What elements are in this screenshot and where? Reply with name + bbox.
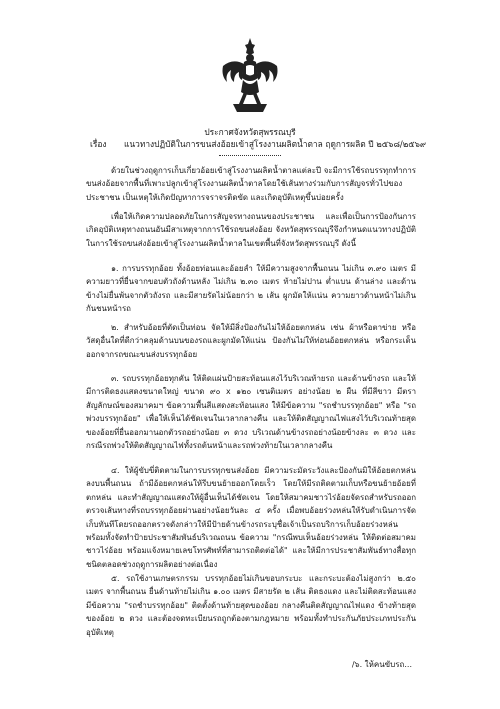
continuation-marker: /๖. ให้คนขับรถ... bbox=[351, 660, 412, 669]
paragraph-intro: ด้วยในช่วงฤดูการเก็บเกี่ยวอ้อยเข้าสู่โรงงานผลิตน้ำตาลแต่ละปี จะมีการใช้รถบรรทุกทำการขนส่งอ้อยจากพื้นที่เพาะปลูกเข้าสู่โรงงานผลิตน้ำตาลโดยใช้เส้นทางร่วมกับการสัญจรทั่วไปของประชาชน เป็นเหตุให้เกิดปัญหาการจราจรติดขัด และเกิดอุบัติเหตุขึ้นบ่อยครั้ง bbox=[86, 166, 416, 202]
issuer-title: ประกาศจังหวัดสุพรรณบุรี bbox=[204, 127, 296, 137]
subject-text: แนวทางปฏิบัติในการขนส่งอ้อยเข้าสู่โรงงานผลิตน้ำตาล ฤดูการผลิต ปี ๒๕๖๘/๒๕๖๙ bbox=[124, 139, 427, 149]
paragraph-purpose: เพื่อให้เกิดความปลอดภัยในการสัญจรทางถนนของประชาชน และเพื่อเป็นการป้องกันการเกิดอุบัติเหตุทางถนนอันมีสาเหตุจากการใช้รถขนส่งอ้อย จังหวัดสุพรรณบุรีจึงกำหนดแนวทางปฏิบัติในการใช้รถขนส่งอ้อยเข้าสู่โรงงานผลิตน้ำตาลในเขตพื้นที่จังหวัดสุพรรณบุรี ดังนี้ bbox=[86, 212, 416, 248]
paragraph-item-4: ๔. ให้ผู้ขับขี่ติดตามในการบรรทุกขนส่งอ้อย มีความระมัดระวังและป้องกันมิให้อ้อยตกหล่นลงบนพื้นถนน ถ้ามีอ้อยตกหล่นให้รีบขนย้ายออกโดยเร็ว โดยให้มีรถติดตามเก็บหรือขนย้ายอ้อยที่ตกหล่น และทำสัญญาณแสดงให้ผู้อื่นเห็นได้ชัดเจน โดยให้สมาคมชาวไร่อ้อยจัดรถสำหรับรถออกตรวจเส้นทางที่รถบรรทุกอ้อยผ่านอย่างน้อยวันละ ๔ ครั้ง เมื่อพบอ้อยร่วงหล่นให้รับดำเนินการจัดเก็บทันทีโดยรถออกตรวจดังกล่าวให้มีป้ายด้านข้างรถระบุชื่อเจ้าเป็นรถบริการเก็บอ้อยร่วงหล่น พร้อมทั้งจัดทำป้ายประชาสัมพันธ์บริเวณถนน ข้อความ "กรณีพบเห็นอ้อยร่วงหล่น ให้ติดต่อสมาคมชาวไร่อ้อย พร้อมแจ้งหมายเลขโทรศัพท์ที่สามารถติดต่อได้" และให้มีการประชาสัมพันธ์ทางสื่อทุกชนิดตลอดช่วงฤดูการผลิตอย่างต่อเนื่อง bbox=[86, 466, 416, 569]
garuda-emblem-icon bbox=[219, 36, 281, 116]
paragraph-item-2: ๒. สำหรับอ้อยที่ตัดเป็นท่อน จัดให้มีสิ่งป้องกันไม่ให้อ้อยตกหล่น เช่น ผ้าหรือตาข่าย หรือวัสดุอื่นใดที่ดีกว่าคลุมด้านบนของรถและผูกมัดให้แน่น ป้องกันไม่ให้ท่อนอ้อยตกหล่น หรือกระเด็นออกจากรถขณะขนส่งบรรทุกอ้อย bbox=[86, 323, 416, 359]
subject-line bbox=[90, 139, 426, 150]
paragraph-item-3: ๓. รถบรรทุกอ้อยทุกคัน ให้ติดแผ่นป้ายสะท้อนแสงไว้บริเวณท้ายรถ และด้านข้างรถ และให้มีการติดธงแสดงขนาดใหญ่ ขนาด ๙๐ x ๑๒๐ เซนติเมตร อย่างน้อย ๒ ผืน ที่มีสีขาว มีตราสัญลักษณ์ของสมาคมฯ ข้อความพื้นสีแสดงสะท้อนแสง ให้มีข้อความ "รถชำบรรทุกอ้อย" หรือ "รถพ่วงบรรทุกอ้อย" เพื่อให้เห็นได้ชัดเจนในเวลากลางคืน และให้ติดสัญญาณไฟแสงไว้บริเวณท้ายสุดของอ้อยที่ยื่นออกมานอกตัวรถอย่างน้อย ๓ ดวง บริเวณด้านข้างรถอย่างน้อยข้างละ ๓ ดวง และกรณีรถพ่วงให้ติดสัญญาณไฟทั้งรถต้นหน้าและรถพ่วงท้ายในเวลากลางคืน bbox=[86, 374, 416, 451]
subject-label: เรื่อง bbox=[90, 139, 107, 149]
separator-rule bbox=[219, 155, 281, 156]
paragraph-item-1: ๑. การบรรทุกอ้อย ทั้งอ้อยท่อนและอ้อยลำ ให้มีความสูงจากพื้นถนน ไม่เกิน ๓.๙๐ เมตร มีความยาวที่ยื่นจากขอบตัวถังด้านหลัง ไม่เกิน ๒.๓๐ เมตร ท้ายไม่ปาน ต่ำแบน ด้านล่าง และด้านข้างไม่ยื่นพ้นจากตัวถังรถ และมีสายรัดไม่น้อยกว่า ๒ เส้น ผูกมัดให้แน่น ความยาวด้านหน้าไม่เกินกันชนหน้ารถ bbox=[86, 264, 416, 314]
paragraph-item-5: ๕. รถใช้งานเกษตรกรรม บรรทุกอ้อยไม่เกินขอบกระบะ และกระบะต้องไม่สูงกว่า ๒.๕๐ เมตร จากพื้นถนน ยื่นด้านท้ายไม่เกิน ๑.๐๐ เมตร มีสายรัด ๒ เส้น ติดธงแดง และไม่ติดสะท้อนแสง มีข้อความ "รถชำบรรทุกอ้อย" ติดตั้งด้านท้ายสุดของอ้อย กลางคืนติดสัญญาณไฟแดง ข้างท้ายสุดของอ้อย ๒ ดวง และต้องจดทะเบียนรถถูกต้องตามกฎหมาย พร้อมทั้งทำประกันภัยประเภทประกันอุบัติเหตุ bbox=[86, 574, 416, 637]
